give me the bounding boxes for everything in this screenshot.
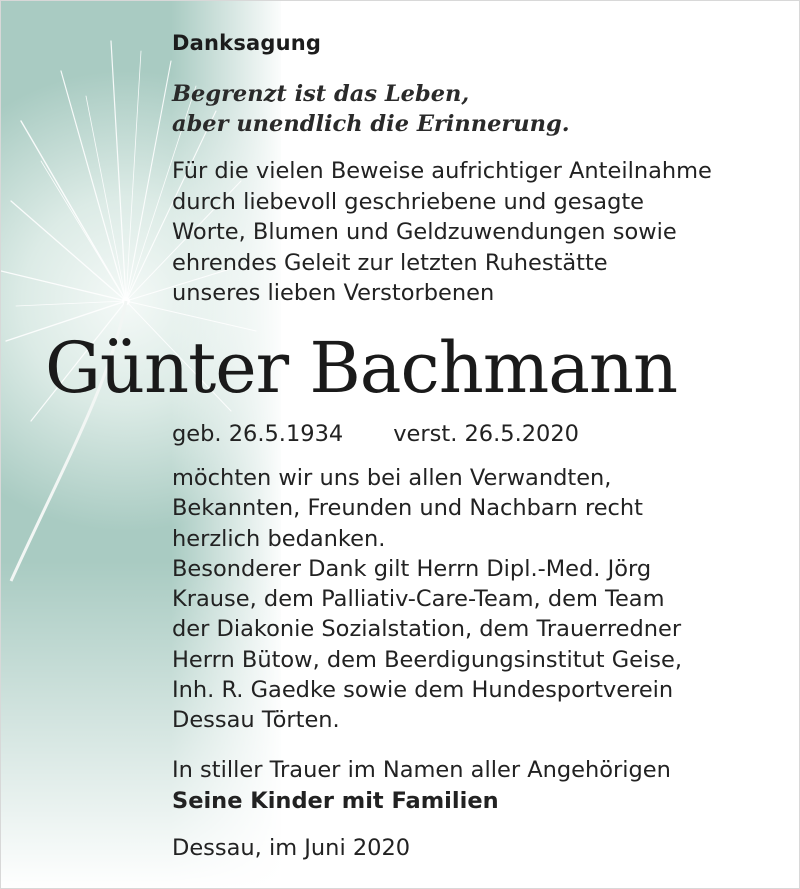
thanks-line: Krause, dem Palliativ-Care-Team, dem Team [172,586,665,613]
thanks-line: Herrn Bütow, dem Beerdigungsinstitut Geise, [172,646,682,673]
thanks-line: Dessau Törten. [172,707,340,734]
heading: Danksagung [172,31,322,55]
intro-line: durch liebevoll geschriebene und gesagte [172,188,645,215]
intro-paragraph [172,156,779,309]
thanks-line: Inh. R. Gaedke sowie dem Hundesportverein [172,677,674,704]
motto-line: Begrenzt ist das Leben, [172,81,470,107]
birth-date: geb. 26.5.1934 [172,421,344,447]
thanks-line: Bekannten, Freunden und Nachbarn recht [172,495,644,522]
thanks-line: herzlich bedanken. [172,525,386,552]
motto-line: aber unendlich die Erinnerung. [172,111,570,137]
thanks-paragraph [172,463,779,736]
place-and-date: Dessau, im Juni 2020 [172,835,411,861]
closing-line: In stiller Trauer im Namen aller Angehörigen [172,757,671,783]
deceased-name: Günter Bachmann [45,327,678,409]
intro-line: Für die vielen Beweise aufrichtiger Anteilnahme [172,158,712,184]
motto [172,79,779,139]
closing [172,755,779,816]
death-date: verst. 26.5.2020 [393,421,580,447]
intro-line: Worte, Blumen und Geldzuwendungen sowie [172,219,677,245]
intro-line: ehrendes Geleit zur letzten Ruhestätte [172,249,608,276]
intro-line: unseres lieben Verstorbenen [172,280,495,306]
life-dates [172,419,779,449]
thanks-line: möchten wir uns bei allen Verwandten, [172,465,612,491]
signoff: Seine Kinder mit Familien [172,787,499,814]
thanks-line: der Diakonie Sozialstation, dem Trauerredner [172,616,682,643]
thanks-line: Besonderer Dank gilt Herrn Dipl.-Med. Jörg [172,555,652,582]
